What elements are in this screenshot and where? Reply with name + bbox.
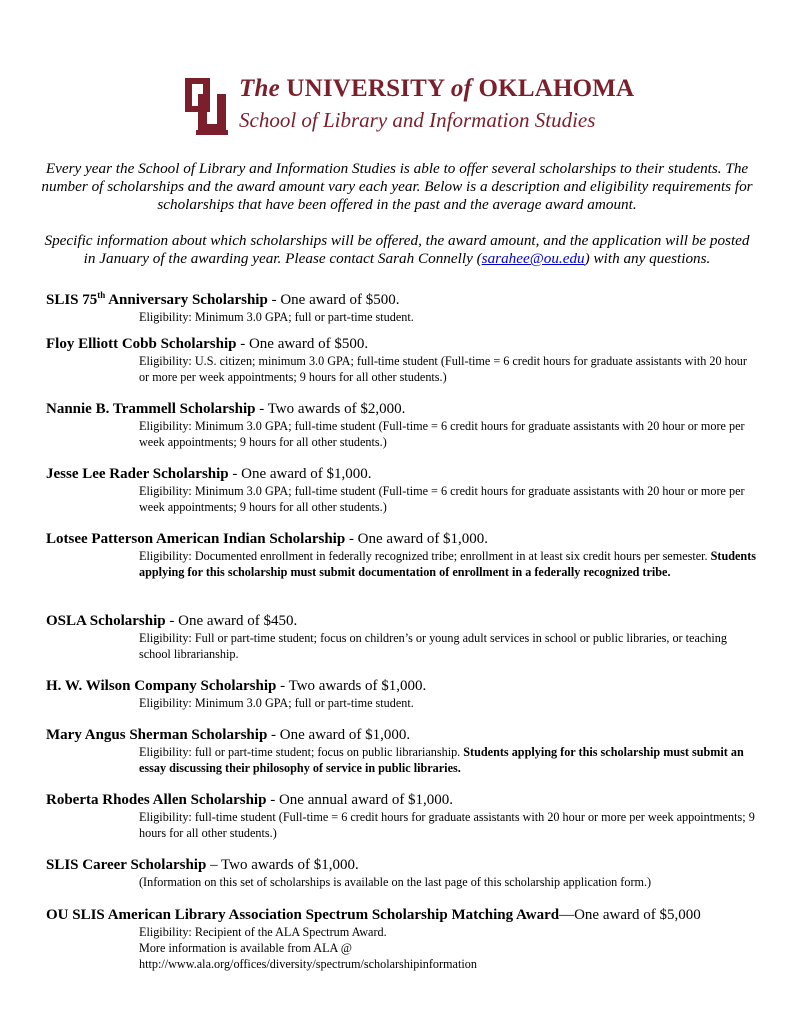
scholarship-title	[46, 726, 758, 744]
ala-url-text: http://www.ala.org/offices/diversity/spectrum/scholarshipinformation	[139, 957, 477, 971]
scholarship-eligibility: Eligibility: Minimum 3.0 GPA; full or part-time student.	[139, 696, 414, 710]
scholarship-award: - One award of $500.	[236, 336, 369, 352]
scholarship-slis-75th	[46, 286, 758, 325]
scholarship-mary-angus-sherman	[46, 726, 758, 776]
page-header	[180, 72, 635, 138]
scholarship-award: - One award of $450.	[165, 613, 298, 629]
scholarship-eligibility: Eligibility: full-time student (Full-time = 6 credit hours for graduate assistants with 20 hour or more per week appointments; 9 hours for all other students.)	[139, 810, 755, 840]
scholarship-title	[46, 286, 758, 309]
scholarship-eligibility: Eligibility: U.S. citizen; minimum 3.0 GPA; full-time student (Full-time = 6 credit hours for graduate assistants with 20 hour or more per week appointments; 9 hours for all other students.)	[139, 354, 747, 384]
ou-logo-icon	[180, 72, 230, 136]
intro-paragraph-1: Every year the School of Library and Information Studies is able to offer several scholarships to their students. The number of scholarships and the award amount vary each year. Below is a description and eligibility requirements for scholarships that have been offered in the past and the average award amount.	[41, 160, 753, 213]
scholarship-roberta-rhodes-allen	[46, 791, 758, 841]
scholarship-title	[46, 465, 758, 483]
scholarship-name: Mary Angus Sherman Scholarship	[46, 727, 268, 743]
title-the: The	[239, 75, 280, 102]
scholarship-requirement-note: Students applying for this scholarship must submit an essay discussing their philosophy of service in public libraries.	[139, 745, 744, 775]
scholarship-eligibility: Eligibility: Minimum 3.0 GPA; full or part-time student.	[139, 310, 414, 324]
school-name: School of Library and Information Studies	[239, 108, 596, 132]
scholarship-title	[46, 530, 758, 548]
scholarship-award: - Two awards of $1,000.	[276, 678, 427, 694]
intro-text: Specific information about which scholarships will be offered, the award amount, and the application will be posted in January of the awarding year. Please contact Sarah Connelly (	[44, 232, 750, 267]
scholarship-hw-wilson	[46, 677, 758, 711]
scholarship-title	[46, 677, 758, 695]
scholarship-name: Roberta Rhodes Allen Scholarship	[46, 792, 267, 808]
scholarship-eligibility: Eligibility: Minimum 3.0 GPA; full-time student (Full-time = 6 credit hours for graduate assistants with 20 hour or more per week appointments; 9 hours for all other students.)	[139, 419, 745, 449]
scholarship-name: Lotsee Patterson American Indian Scholarship	[46, 531, 346, 547]
scholarship-award: —One award of $5,000	[559, 907, 701, 923]
scholarship-eligibility: Eligibility: Minimum 3.0 GPA; full-time student (Full-time = 6 credit hours for graduate assistants with 20 hour or more per week appointments; 9 hours for all other students.)	[139, 484, 745, 514]
scholarship-title	[46, 400, 758, 418]
scholarship-floy-elliott-cobb	[46, 335, 758, 385]
scholarship-award: - One award of $1,000.	[228, 466, 372, 482]
scholarship-name: H. W. Wilson Company Scholarship	[46, 678, 277, 694]
scholarship-title	[46, 791, 758, 809]
title-oklahoma: OKLAHOMA	[478, 75, 635, 102]
contact-email-link[interactable]: sarahee@ou.edu	[481, 250, 585, 267]
scholarship-more-info: More information is available from ALA @	[139, 941, 352, 955]
scholarship-award: - One annual award of $1,000.	[266, 792, 454, 808]
scholarship-name: SLIS Career Scholarship	[46, 857, 207, 873]
scholarship-eligibility: Eligibility: Documented enrollment in federally recognized tribe; enrollment in at least six credit hours per semester. Students applying for this scholarship must submit documentation of enrollment in a federally recognized tribe.	[139, 549, 757, 579]
scholarship-title	[46, 856, 758, 874]
intro-text-end: ) with any questions.	[584, 250, 711, 267]
scholarship-eligibility: Eligibility: Full or part-time student; focus on children’s or young adult services in school or public libraries, or teaching school librarianship.	[139, 631, 727, 661]
scholarship-osla	[46, 612, 758, 662]
scholarship-nannie-trammell	[46, 400, 758, 450]
intro-paragraph-2	[40, 232, 754, 268]
scholarship-award: - One award of $1,000.	[345, 531, 489, 547]
scholarship-eligibility: Eligibility: full or part-time student; focus on public librarianship. Students applying for this scholarship must submit an essay discussing their philosophy of service in public libraries.	[139, 745, 744, 775]
scholarship-lotsee-patterson	[46, 530, 758, 580]
scholarship-slis-career	[46, 856, 758, 890]
scholarship-name: Jesse Lee Rader Scholarship	[46, 466, 229, 482]
scholarship-ala-spectrum-matching	[46, 906, 758, 972]
scholarship-name: SLIS 75th Anniversary Scholarship	[46, 290, 268, 308]
scholarship-award: – Two awards of $1,000.	[206, 857, 359, 873]
scholarship-eligibility: Eligibility: Recipient of the ALA Spectrum Award.	[139, 925, 387, 939]
title-of: of	[450, 75, 473, 102]
scholarship-name: Nannie B. Trammell Scholarship	[46, 401, 256, 417]
scholarship-title	[46, 906, 758, 924]
scholarship-name: Floy Elliott Cobb Scholarship	[46, 336, 237, 352]
scholarship-title	[46, 612, 758, 630]
scholarship-requirement-note: Students applying for this scholarship must submit documentation of enrollment in a federally recognized tribe.	[139, 549, 757, 579]
scholarship-eligibility: (Information on this set of scholarships is available on the last page of this scholarship application form.)	[139, 875, 652, 889]
title-university: UNIVERSITY	[286, 75, 445, 102]
scholarship-award: - One award of $500.	[267, 292, 400, 308]
scholarship-name: OU SLIS American Library Association Spectrum Scholarship Matching Award	[46, 907, 560, 923]
scholarship-award: - One award of $1,000.	[267, 727, 411, 743]
scholarship-jesse-lee-rader	[46, 465, 758, 515]
scholarship-name: OSLA Scholarship	[46, 613, 166, 629]
scholarship-title	[46, 335, 758, 353]
university-title	[239, 75, 634, 103]
scholarship-award: - Two awards of $2,000.	[255, 401, 406, 417]
